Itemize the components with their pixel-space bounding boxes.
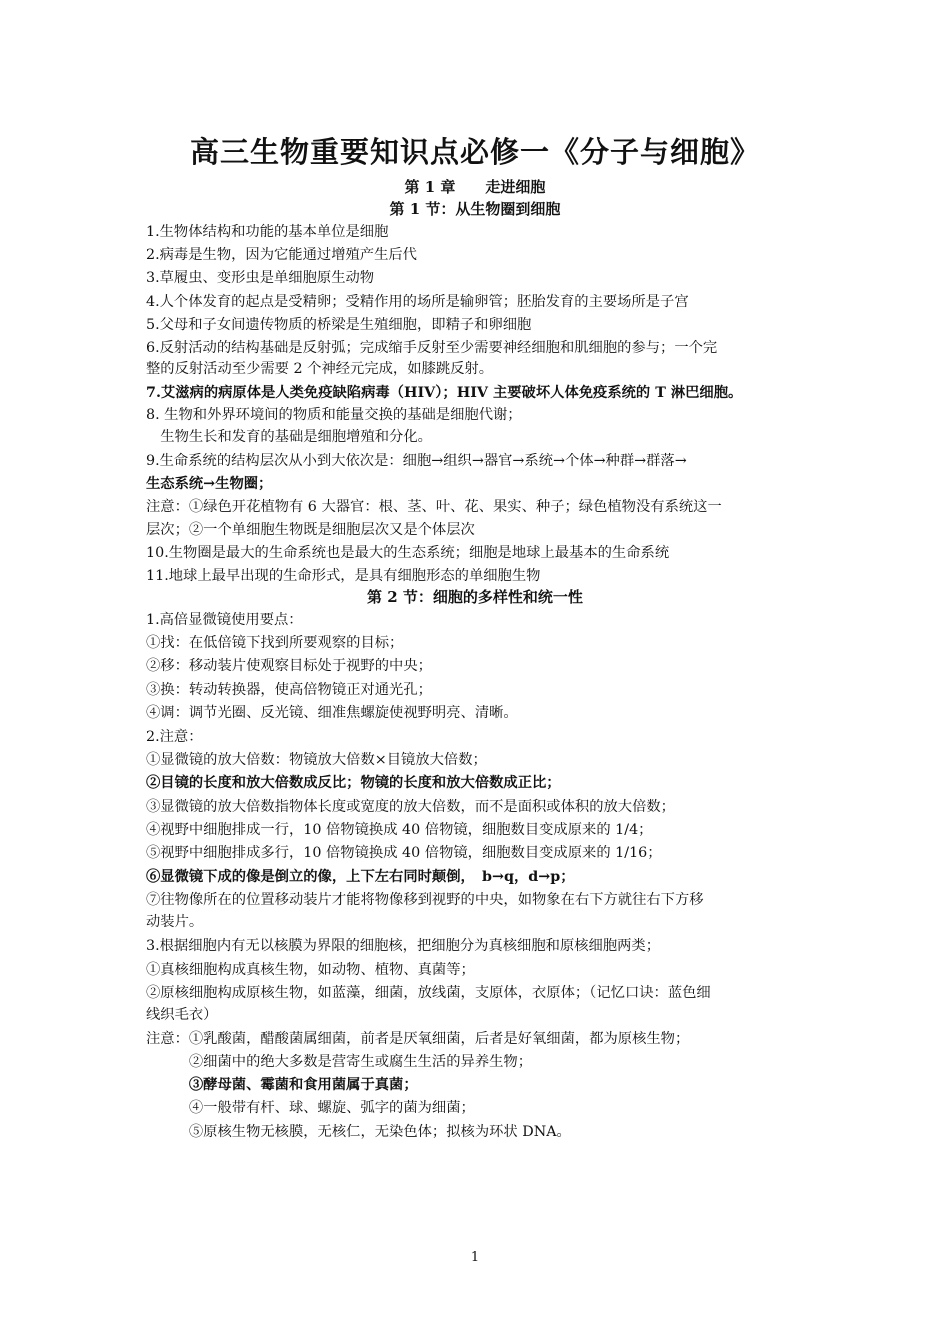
text-line: 3.草履虫、变形虫是单细胞原生动物: [146, 270, 375, 286]
chapter-heading: 第 1 章 走进细胞: [404, 178, 546, 196]
text-line: ②细菌中的绝大多数是营寄生或腐生生活的异养生物；: [146, 1054, 533, 1070]
text-line: 4.人个体发育的起点是受精卵；受精作用的场所是输卵管；胚胎发育的主要场所是子宫: [146, 294, 689, 310]
text-line: ①显微镜的放大倍数：物镜放大倍数×目镜放大倍数；: [146, 752, 487, 768]
text-line: 6.反射活动的结构基础是反射弧；完成缩手反射至少需要神经细胞和肌细胞的参与；一个完: [146, 340, 718, 356]
text-line: ④调：调节光圈、反光镜、细准焦螺旋使视野明亮、清晰。: [146, 705, 518, 721]
text-line: 2.注意：: [146, 729, 203, 745]
text-line: 整的反射活动至少需要 2 个神经元完成，如膝跳反射。: [146, 361, 494, 377]
text-line: 9.生命系统的结构层次从小到大依次是：细胞→组织→器官→系统→个体→种群→群落→: [146, 453, 687, 469]
text-line: 1.高倍显微镜使用要点：: [146, 612, 303, 628]
text-line: 5.父母和子女间遗传物质的桥梁是生殖细胞，即精子和卵细胞: [146, 317, 532, 333]
section-2-heading: 第 2 节：细胞的多样性和统一性: [367, 588, 583, 606]
text-line: ③换：转动转换器，使高倍物镜正对通光孔；: [146, 682, 432, 698]
text-line: ①找：在低倍镜下找到所要观察的目标；: [146, 635, 404, 651]
text-line: ①真核细胞构成真核生物，如动物、植物、真菌等；: [146, 962, 475, 978]
text-line: ④视野中细胞排成一行，10 倍物镜换成 40 倍物镜，细胞数目变成原来的 1/4；: [146, 822, 653, 838]
section-1-heading: 第 1 节：从生物圈到细胞: [389, 200, 561, 218]
text-line: ⑤视野中细胞排成多行，10 倍物镜换成 40 倍物镜，细胞数目变成原来的 1/16；: [146, 845, 662, 861]
text-line: 生态系统→生物圈；: [146, 476, 273, 492]
text-line: ②移：移动装片使观察目标处于视野的中央；: [146, 658, 432, 674]
text-line: ⑥显微镜下成的像是倒立的像，上下左右同时颠倒， b→q，d→p；: [146, 869, 575, 885]
document-title: 高三生物重要知识点必修一《分子与细胞》: [189, 135, 760, 169]
text-line: 10.生物圈是最大的生命系统也是最大的生态系统；细胞是地球上最基本的生命系统: [146, 545, 670, 561]
text-line: 8. 生物和外界环境间的物质和能量交换的基础是细胞代谢；: [146, 407, 522, 423]
text-line: ②原核细胞构成原核生物，如蓝藻，细菌，放线菌，支原体，衣原体；（记忆口诀：蓝色细: [146, 985, 711, 1001]
text-line: 注意：①乳酸菌，醋酸菌属细菌，前者是厌氧细菌，后者是好氧细菌，都为原核生物；: [146, 1031, 690, 1047]
text-line: 1.生物体结构和功能的基本单位是细胞: [146, 224, 389, 240]
text-line: 7.艾滋病的病原体是人类免疫缺陷病毒（HIV）；HIV 主要破坏人体免疫系统的 T 淋巴细胞。: [146, 385, 743, 401]
text-line: 11.地球上最早出现的生命形式，是具有细胞形态的单细胞生物: [146, 568, 541, 584]
text-line: ⑤原核生物无核膜，无核仁，无染色体；拟核为环状 DNA。: [146, 1124, 571, 1140]
page-number: 1: [470, 1250, 480, 1265]
text-line: ④一般带有杆、球、螺旋、弧字的菌为细菌；: [146, 1100, 475, 1116]
text-line: ②目镜的长度和放大倍数成反比；物镜的长度和放大倍数成正比；: [146, 775, 561, 791]
text-line: 生物生长和发育的基础是细胞增殖和分化。: [146, 429, 432, 445]
text-line: 注意：①绿色开花植物有 6 大器官：根、茎、叶、花、果实、种子；绿色植物没有系统这一: [146, 499, 722, 515]
text-line: ⑦往物像所在的位置移动装片才能将物像移到视野的中央，如物象在右下方就往右下方移: [146, 892, 704, 908]
text-line: 3.根据细胞内有无以核膜为界限的细胞核，把细胞分为真核细胞和原核细胞两类；: [146, 938, 661, 954]
text-line: ③显微镜的放大倍数指物体长度或宽度的放大倍数，而不是面积或体积的放大倍数；: [146, 799, 675, 815]
text-line: ③酵母菌、霉菌和食用菌属于真菌；: [146, 1077, 418, 1093]
text-line: 动装片。: [146, 914, 204, 930]
text-line: 层次；②一个单细胞生物既是细胞层次又是个体层次: [146, 522, 475, 538]
text-line: 线织毛衣）: [146, 1007, 218, 1023]
text-line: 2.病毒是生物，因为它能通过增殖产生后代: [146, 247, 417, 263]
